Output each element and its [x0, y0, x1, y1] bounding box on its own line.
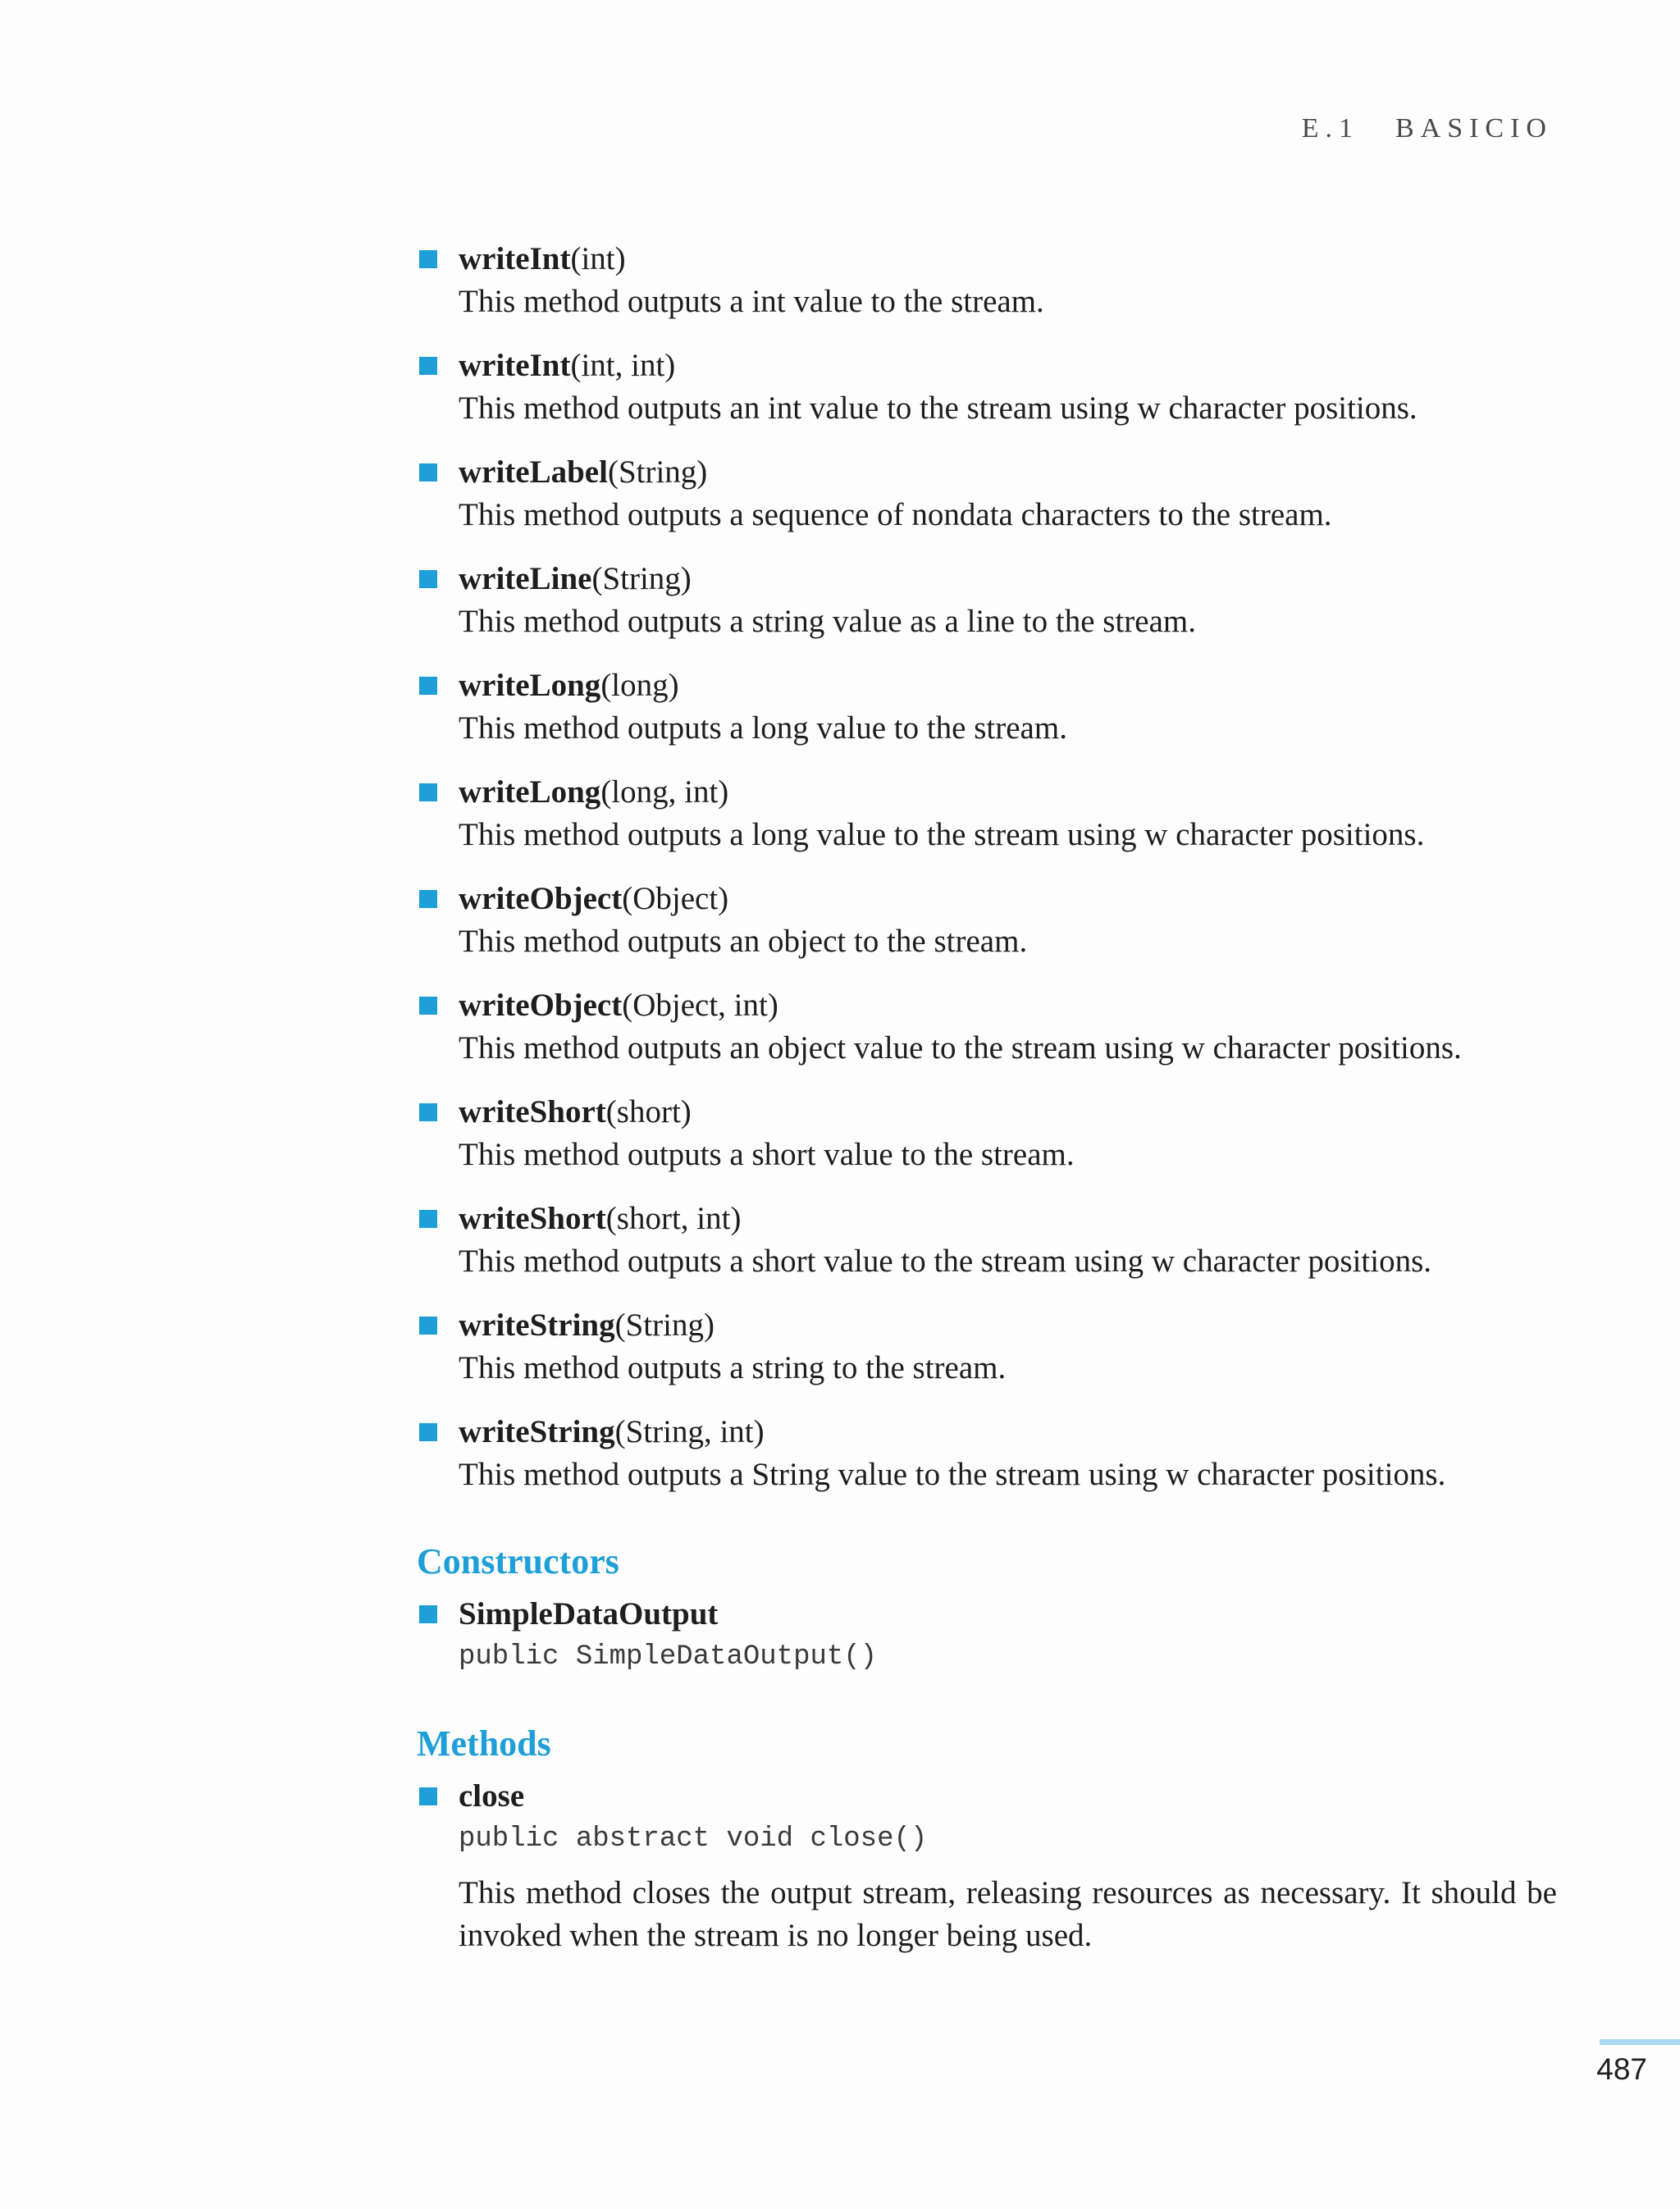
method-signature [459, 1091, 1557, 1134]
method-params: (long, int) [600, 774, 729, 810]
method-detail-description: This method closes the output stream, releasing resources as necessary. It should be invoked when the stream is no longer being used. [459, 1875, 1557, 1953]
method-detail-code: public abstract void close() [459, 1823, 928, 1855]
method-params: (Object, int) [622, 988, 778, 1023]
bullet-square-icon [419, 1605, 437, 1623]
bullet-square-icon [419, 997, 437, 1015]
method-description: This method outputs an int value to the stream using w character positions. [459, 390, 1418, 426]
bullet-square-icon [419, 677, 437, 695]
constructor-code: public SimpleDataOutput() [459, 1641, 878, 1673]
method-entry [417, 558, 1557, 643]
method-entry [417, 878, 1557, 963]
constructor-name: SimpleDataOutput [459, 1596, 719, 1632]
method-description: This method outputs a string to the stream. [459, 1350, 1007, 1385]
method-description: This method outputs a int value to the stream. [459, 284, 1044, 319]
method-signature [459, 451, 1557, 494]
bullet-square-icon [419, 1423, 437, 1441]
method-entry [417, 1411, 1557, 1496]
method-description: This method outputs a short value to the stream using w character positions. [459, 1244, 1432, 1279]
method-params: (String) [607, 454, 708, 490]
method-name: writeLabel [459, 454, 608, 490]
method-detail-entry [417, 1775, 1557, 1957]
method-entry [417, 1304, 1557, 1390]
method-params: (int, int) [570, 348, 676, 383]
method-name: writeObject [459, 988, 623, 1023]
bullet-square-icon [419, 1210, 437, 1228]
method-entry [417, 345, 1557, 430]
methods-heading: Methods [417, 1723, 551, 1764]
method-description: This method outputs a String value to the stream using w character positions. [459, 1457, 1446, 1492]
bullet-square-icon [419, 357, 437, 375]
bullet-square-icon [419, 890, 437, 908]
method-signature [459, 664, 1557, 707]
method-description: This method outputs a sequence of nondata characters to the stream. [459, 497, 1332, 532]
method-entry [417, 771, 1557, 856]
bullet-square-icon [419, 463, 437, 482]
method-params: (String) [614, 1308, 714, 1343]
method-name: writeInt [459, 241, 571, 276]
method-entry [417, 1198, 1557, 1283]
method-params: (short, int) [605, 1201, 742, 1236]
method-detail-name: close [459, 1778, 525, 1814]
method-name: writeInt [459, 348, 571, 383]
method-signature [459, 558, 1557, 600]
method-signature [459, 345, 1557, 387]
method-description: This method outputs a short value to the stream. [459, 1137, 1075, 1172]
method-entry [417, 1091, 1557, 1176]
method-description: This method outputs a long value to the stream. [459, 710, 1067, 746]
method-signature [459, 771, 1557, 814]
bullet-square-icon [419, 1103, 437, 1121]
running-head [1302, 113, 1553, 144]
method-entry [417, 451, 1557, 536]
method-description: This method outputs an object to the stream. [459, 924, 1028, 959]
method-signature [459, 878, 1557, 920]
page-content [417, 238, 1557, 1979]
method-name: writeShort [459, 1094, 606, 1130]
method-detail-signature [459, 1775, 1557, 1818]
method-name: writeString [459, 1308, 615, 1343]
constructors-heading: Constructors [417, 1541, 619, 1581]
method-entry [417, 664, 1557, 750]
method-signature [459, 1198, 1557, 1240]
page-number-rule [1600, 2039, 1680, 2045]
method-name: writeLong [459, 668, 601, 703]
constructor-signature [459, 1593, 1557, 1636]
method-signature [459, 1304, 1557, 1347]
method-params: (String, int) [614, 1414, 765, 1449]
method-entry [417, 238, 1557, 323]
method-params: (int) [570, 241, 626, 276]
bullet-square-icon [419, 1787, 437, 1805]
method-params: (Object) [622, 881, 729, 916]
method-signature [459, 1411, 1557, 1454]
bullet-square-icon [419, 783, 437, 801]
bullet-square-icon [419, 250, 437, 268]
running-head-title: BASICIO [1395, 113, 1553, 144]
method-name: writeObject [459, 881, 623, 916]
method-list [417, 238, 1557, 1496]
method-signature [459, 984, 1557, 1027]
bullet-square-icon [419, 1317, 437, 1335]
method-name: writeLine [459, 561, 592, 596]
method-params: (long) [600, 668, 679, 703]
method-description: This method outputs a long value to the stream using w character positions. [459, 817, 1425, 852]
method-name: writeLong [459, 774, 601, 810]
method-name: writeString [459, 1414, 615, 1449]
running-head-section: E.1 [1301, 113, 1359, 144]
method-name: writeShort [459, 1201, 606, 1236]
method-description: This method outputs an object value to the stream using w character positions. [459, 1030, 1462, 1066]
method-params: (short) [605, 1094, 692, 1130]
method-params: (String) [591, 561, 692, 596]
bullet-square-icon [419, 570, 437, 588]
constructor-entry [417, 1593, 1557, 1678]
method-description: This method outputs a string value as a line to the stream. [459, 604, 1196, 639]
method-entry [417, 984, 1557, 1070]
method-signature [459, 238, 1557, 281]
page-number: 487 [1596, 2052, 1647, 2086]
